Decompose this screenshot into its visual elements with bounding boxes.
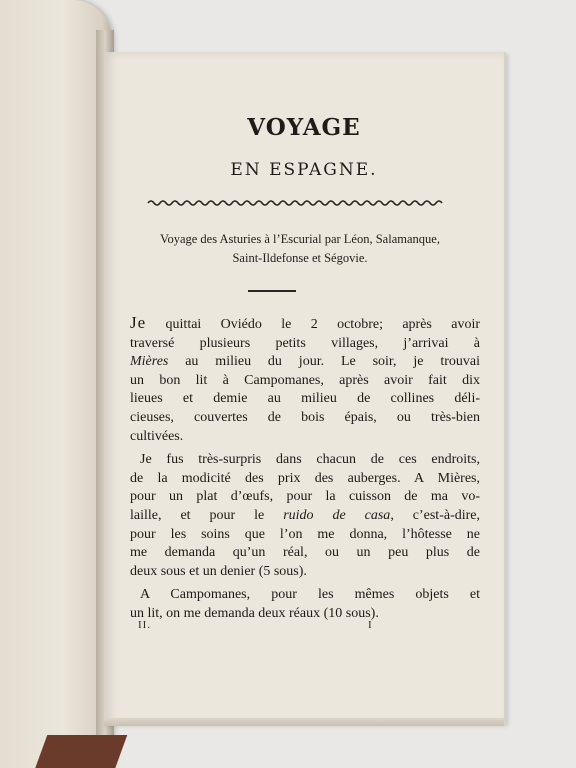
page-number: I: [368, 619, 372, 631]
text-line: Je fus très-surpris dans chacun de ces endroits,: [140, 452, 480, 468]
signature-mark: II.: [138, 619, 152, 631]
short-divider: [248, 290, 296, 292]
page-block-edge: [104, 718, 504, 726]
text-line: cultivées.: [130, 428, 184, 444]
text-line: laille, et pour le ruido de casa, c’est-à-dire,: [130, 507, 480, 523]
chapter-summary: [140, 230, 460, 268]
text-line: pour les soins que l’on me donna, l’hôtesse ne: [130, 526, 480, 542]
text-line: traversé plusieurs petits villages, j’arrivai à: [130, 335, 480, 351]
leather-cover-corner: [33, 735, 128, 768]
text-line: de la modicité des prix des auberges. A Mières,: [130, 470, 480, 486]
text-line: deux sous et un denier (5 sous).: [130, 563, 307, 579]
paragraph-2: [130, 451, 480, 581]
paragraph-3: [130, 586, 480, 623]
text-line: cieuses, couvertes de bois épais, ou très-bien: [130, 409, 480, 425]
paragraph-1: [130, 314, 480, 446]
text-line: pour un plat d’œufs, pour la cuisson de ma vo-: [130, 489, 480, 505]
summary-line-1: Voyage des Asturies à l’Escurial par Léon, Salamanque,: [160, 232, 440, 246]
page-subtitle: EN ESPAGNE.: [230, 160, 378, 180]
text-line: un lit, on me demanda deux réaux (10 sous).: [130, 605, 379, 621]
right-page: [104, 52, 506, 724]
text-line: me demanda qu’un réal, ou un peu plus de: [130, 545, 480, 561]
ornamental-rule: [146, 198, 446, 208]
summary-line-2: Saint-Ildefonse et Ségovie.: [232, 251, 368, 265]
text-line: Je quittai Oviédo le 2 octobre; après avoir: [130, 313, 480, 332]
text-line: lieues et demie au milieu de collines déli-: [130, 391, 480, 407]
text-line: un bon lit à Campomanes, après avoir fait dix: [130, 372, 480, 388]
text-line: Mières au milieu du jour. Le soir, je trouvai: [130, 354, 480, 370]
body-text: [130, 314, 480, 624]
page-title: VOYAGE: [247, 114, 361, 141]
text-line: A Campomanes, pour les mêmes objets et: [140, 587, 480, 603]
